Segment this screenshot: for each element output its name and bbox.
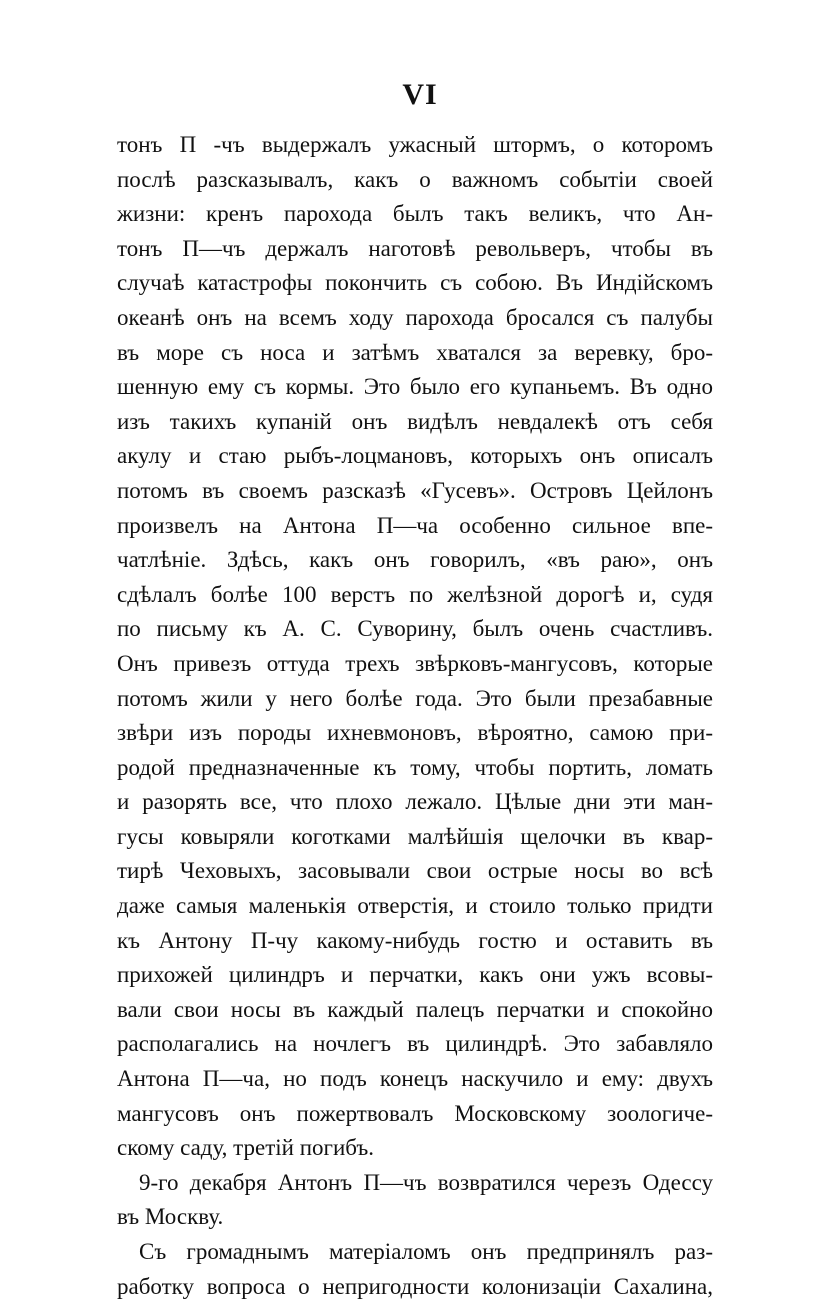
text-line: въ море съ носа и затѣмъ хватался за веревку, бро- — [117, 339, 713, 365]
text-line: работку вопроса о непригодности колонизаціи Сахалина, — [117, 1273, 713, 1299]
text-line: потомъ жили у него болѣе года. Это были презабавные — [117, 685, 713, 711]
text-line: сдѣлалъ болѣе 100 верстъ по желѣзной дорогѣ и, судя — [117, 581, 713, 607]
text-line: чатлѣніе. Здѣсь, какъ онъ говорилъ, «въ раю», онъ — [117, 547, 713, 573]
text-line: родой предназначенные къ тому, чтобы портить, ломать — [117, 754, 713, 780]
text-line: располагались на ночлегъ въ цилиндрѣ. Это забавляло — [117, 1031, 713, 1057]
text-line: тонъ П—чъ держалъ наготовѣ револьверъ, чтобы въ — [117, 235, 713, 261]
text-line: потомъ въ своемъ разсказѣ «Гусевъ». Островъ Цейлонъ — [117, 477, 713, 503]
text-line: послѣ разсказывалъ, какъ о важномъ событіи своей — [117, 166, 713, 192]
text-line: гусы ковыряли коготками малѣйшія щелочки въ квар- — [117, 823, 713, 849]
body-text — [117, 128, 713, 1304]
text-line: жизни: кренъ парохода былъ такъ великъ, что Ан- — [117, 201, 713, 227]
text-line: по письму къ А. С. Суворину, былъ очень счастливъ. — [117, 616, 713, 642]
text-line: 9-го декабря Антонъ П—чъ возвратился черезъ Одессу — [139, 1169, 713, 1195]
text-line: мангусовъ онъ пожертвовалъ Московскому зоологиче- — [117, 1100, 713, 1126]
text-line: произвелъ на Антона П—ча особенно сильное впе- — [117, 512, 713, 538]
text-line: акулу и стаю рыбъ-лоцмановъ, которыхъ онъ описалъ — [117, 443, 713, 469]
text-line: даже самыя маленькія отверстія, и стоило только придти — [117, 893, 713, 919]
text-line: скому саду, третій погибъ. — [117, 1135, 375, 1161]
text-line: шенную ему съ кормы. Это было его купаньемъ. Въ одно — [117, 374, 713, 400]
text-line: къ Антону П-чу какому-нибудь гостю и оставить въ — [117, 927, 713, 953]
text-line: въ Москву. — [117, 1204, 224, 1230]
text-line: тирѣ Чеховыхъ, засовывали свои острые носы во всѣ — [117, 858, 713, 884]
text-line: вали свои носы въ каждый палецъ перчатки и спокойно — [117, 996, 713, 1022]
text-line: звѣри изъ породы ихневмоновъ, вѣроятно, самою при- — [117, 720, 713, 746]
text-line: прихожей цилиндръ и перчатки, какъ они ужъ всовы- — [117, 962, 713, 988]
text-line: Онъ привезъ оттуда трехъ звѣрковъ-мангусовъ, которые — [117, 650, 713, 676]
text-line: и разорять все, что плохо лежало. Цѣлые дни эти ман- — [117, 789, 713, 815]
page-number: VI — [402, 78, 438, 111]
text-line: океанѣ онъ на всемъ ходу парохода бросался съ палубы — [117, 304, 713, 330]
text-line: Съ громаднымъ матеріаломъ онъ предпринялъ раз- — [139, 1239, 713, 1264]
text-line: изъ такихъ купаній онъ видѣлъ невдалекѣ отъ себя — [117, 408, 713, 434]
text-line: Антона П—ча, но подъ конецъ наскучило и ему: двухъ — [117, 1066, 713, 1092]
text-line: случаѣ катастрофы покончить съ собою. Въ Индійскомъ — [117, 270, 713, 296]
text-line: тонъ П -чъ выдержалъ ужасный штормъ, о которомъ — [117, 132, 713, 157]
